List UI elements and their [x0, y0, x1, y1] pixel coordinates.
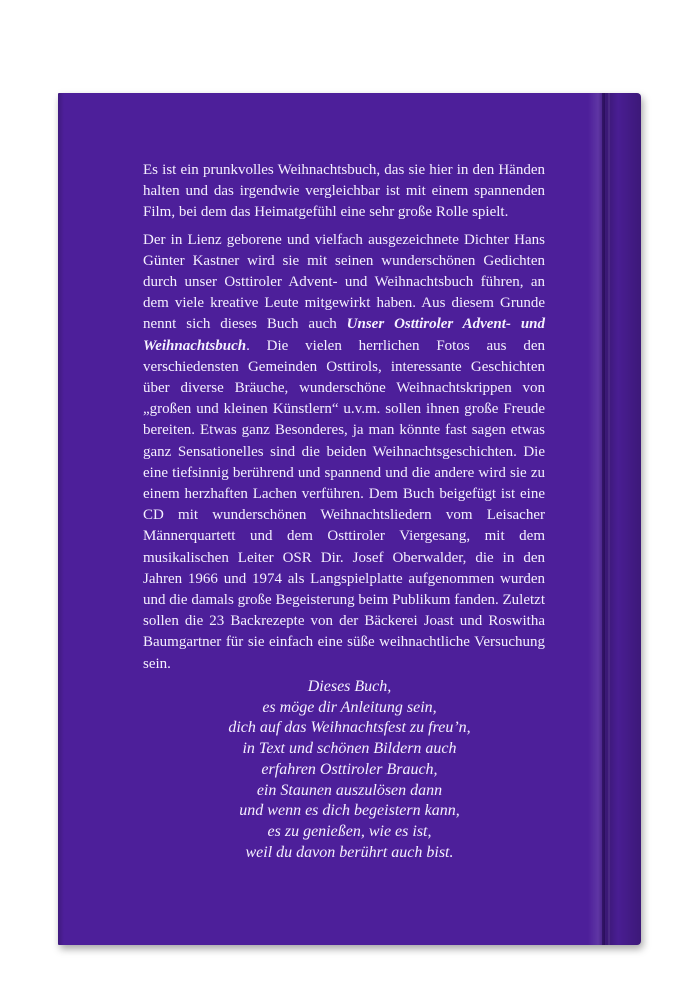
book-title: Unser Osttiroler Advent- und Weihnachtsbuch: [143, 316, 546, 354]
intro-paragraph: Es ist ein prunkvolles Weihnachtsbuch, das sie hier in den Händen halten und das irgendwie vergleichbar ist mit einem spannenden Film, bei dem das Heimatgefühl eine sehr große Rolle spielt.: [143, 162, 545, 221]
body-paragraph: [143, 230, 545, 675]
poem-line: ein Staunen auszulösen dann: [256, 781, 443, 799]
poem-line: erfahren Osttiroler Brauch,: [261, 760, 438, 778]
body-text-before-title: Der in Lienz geborene und vielfach ausgezeichnete Dichter Hans Günter Kastner wird sie mit seinen wunderschönen Gedichten durch unser Osttiroler Advent- und Weihnachtsbuch führen, an dem viele kreative Leute mitgewirkt haben. Aus diesem Grunde nennt sich dieses Buch auch: [143, 231, 545, 333]
poem-line: es zu genießen, wie es ist,: [267, 822, 432, 840]
blurb-text: [143, 160, 545, 681]
poem-line: und wenn es dich begeistern kann,: [239, 802, 460, 820]
poem-line: in Text und schönen Bildern auch: [242, 740, 457, 758]
poem-line: weil du davon berührt auch bist.: [245, 843, 454, 861]
poem-line: dich auf das Weihnachtsfest zu freu’n,: [228, 719, 471, 737]
body-text-after-title: . Die vielen herrlichen Fotos aus den verschiedensten Gemeinden Osttirols, interessante Geschichten über diverse Bräuche, wunderschöne Weihnachtskrippen von „großen und kleinen Künstlern“ u.v.m. sollen ihnen große Freude bereiten. Etwas ganz Besonderes, ja man könnte fast sagen etwas ganz Sensationelles sind die beiden Weihnachtsgeschichten. Die eine tiefsinnig berührend und spannend und die andere wird sie zu einem herzhaften Lachen verführen. Dem Buch beigefügt ist eine CD mit wunderschönen Weihnachtsliedern vom Leisacher Männerquartett und dem Osttiroler Viergesang, mit dem musikalischen Leiter OSR Dir. Josef Oberwalder, die in den Jahren 1966 und 1974 als Langspielplatte aufgenommen wurden und die damals große Begeisterung beim Publikum fanden. Zuletzt sollen die 23 Backrezepte von der Bäckerei Joast und Roswitha Baumgartner für sie einfach eine süße weihnachtliche Versuchung sein.: [143, 337, 545, 672]
poem: [58, 677, 641, 863]
poem-line: Dieses Buch,: [307, 678, 392, 695]
poem-line: es möge dir Anleitung sein,: [262, 698, 437, 716]
